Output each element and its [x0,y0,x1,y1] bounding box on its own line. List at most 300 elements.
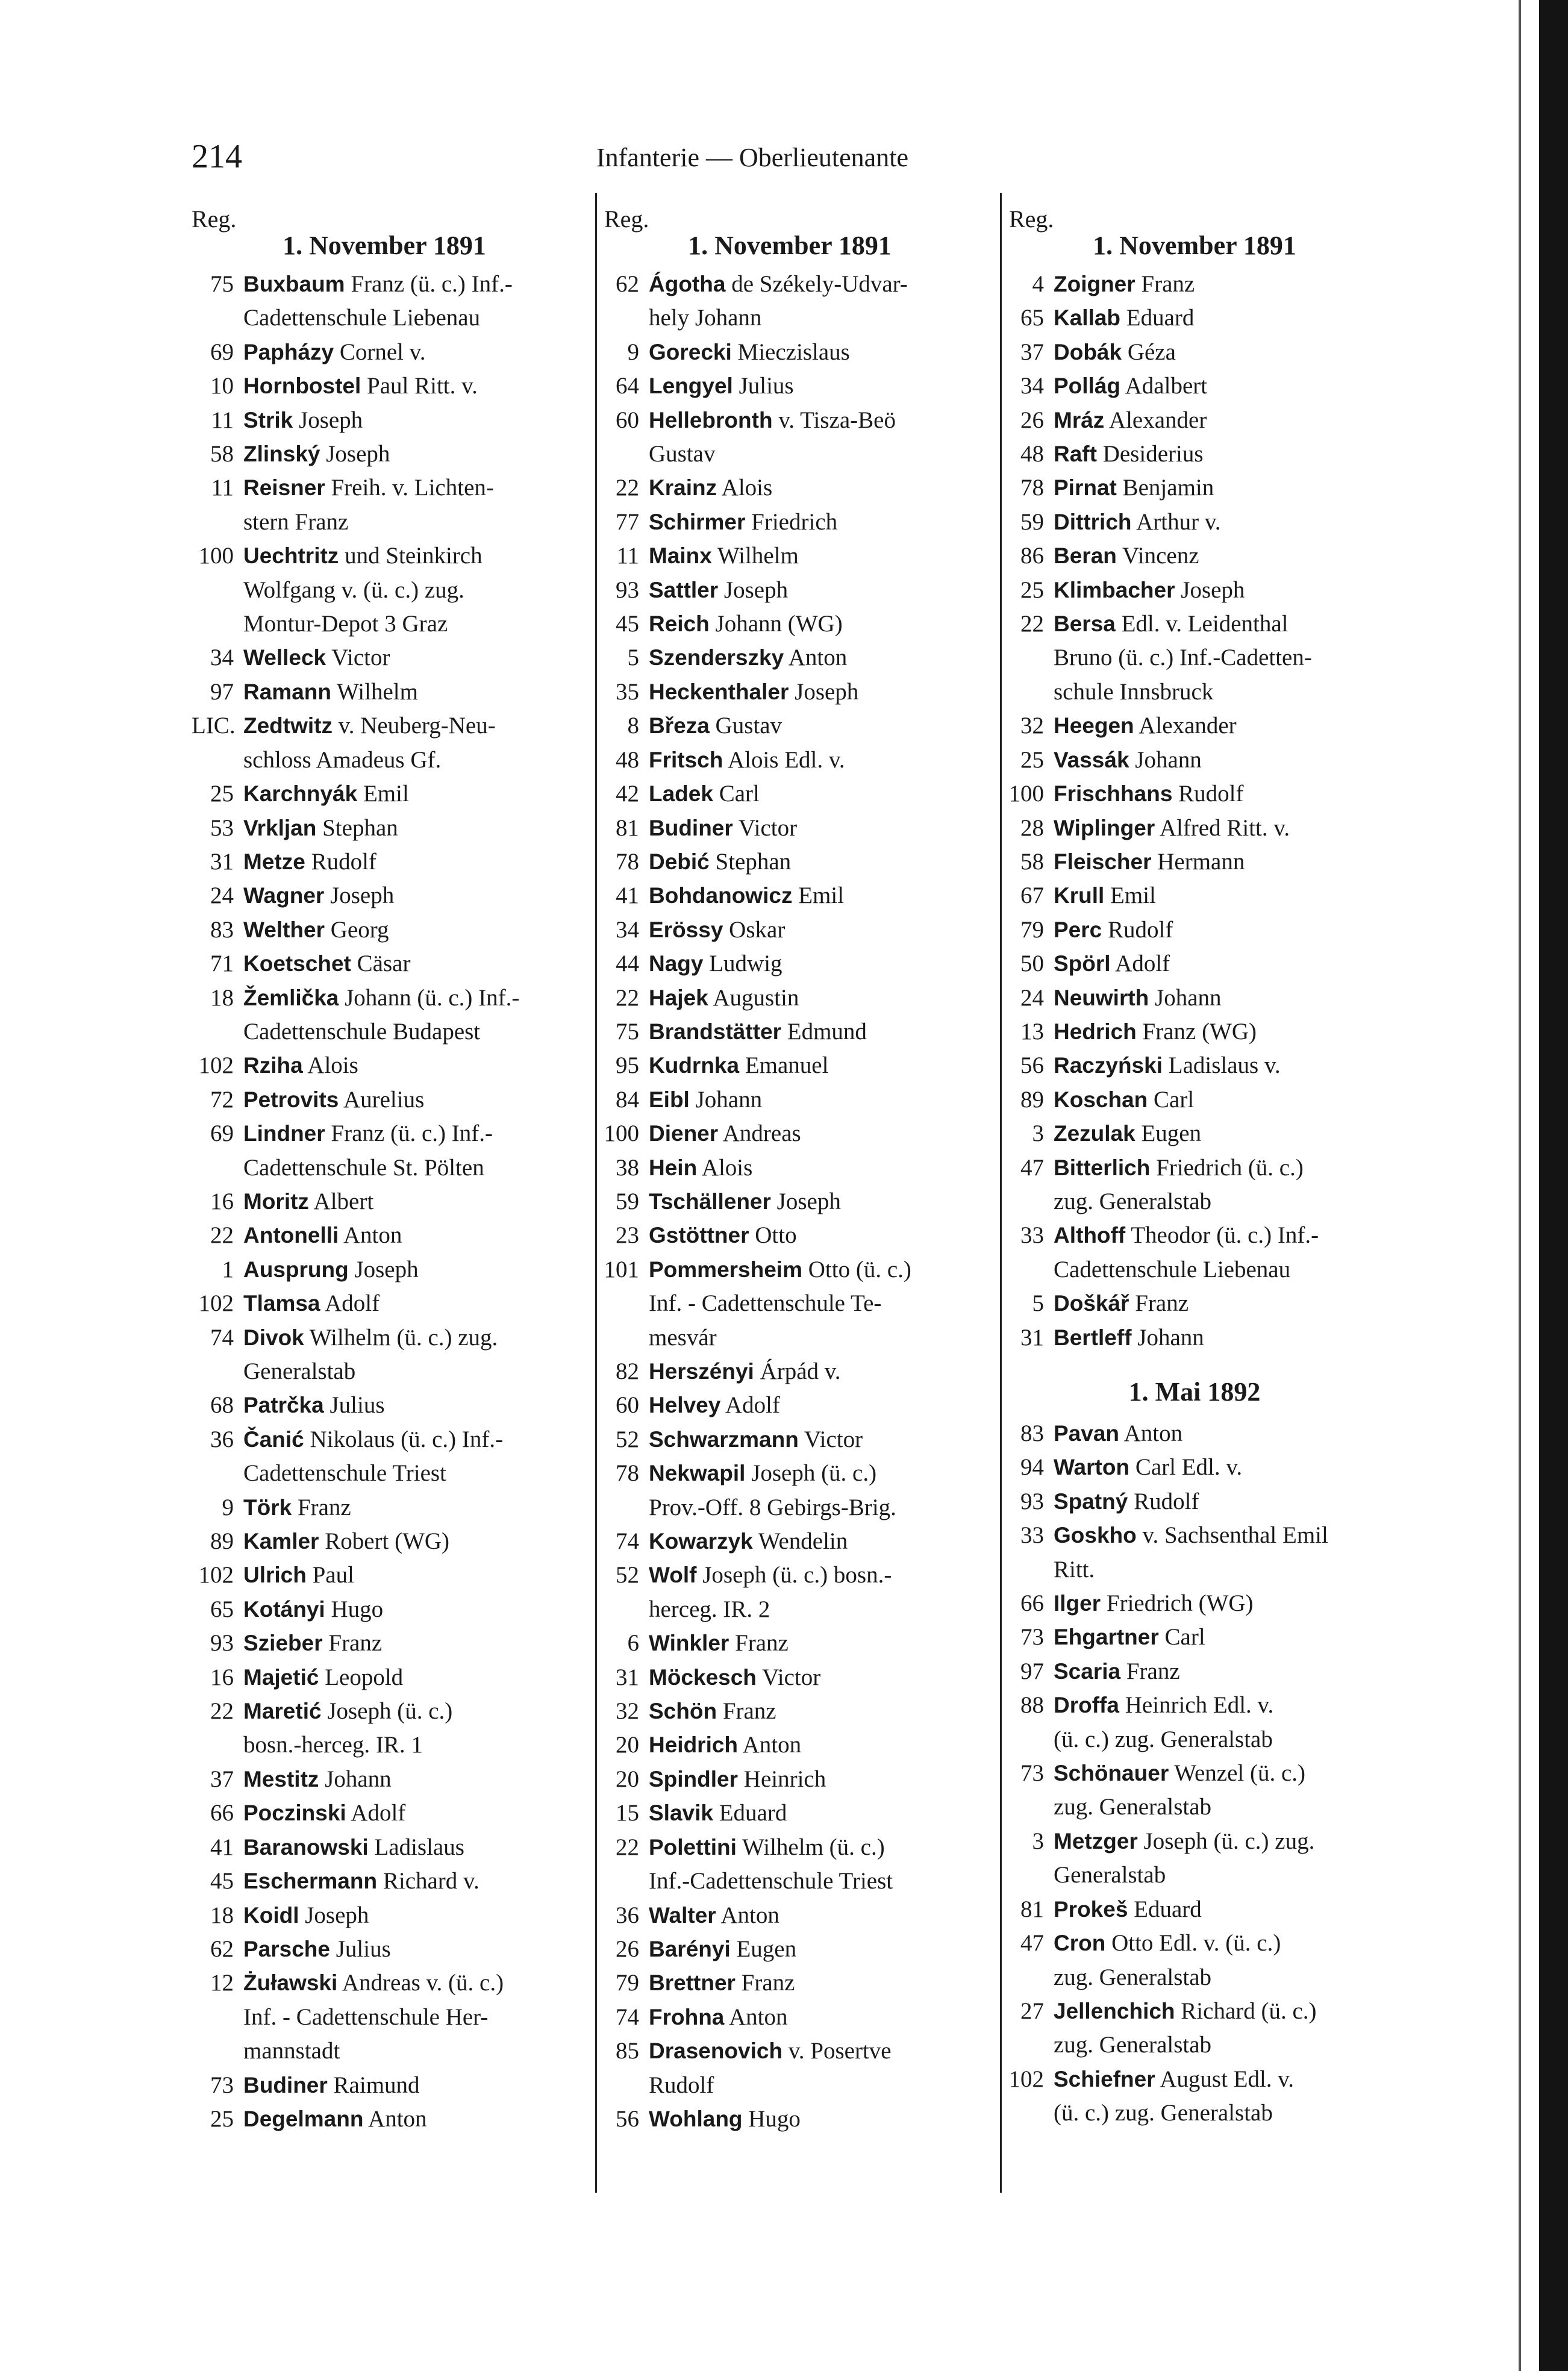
officer-surname: Lengyel [649,373,733,399]
roster-entry [1002,913,1375,947]
regiment-number: 3 [1032,1828,1044,1854]
officer-given-name: Georg [325,916,389,943]
officer-surname: Welleck [243,645,326,670]
regiment-number: 34 [1020,373,1044,399]
officer-given-name: Emil [1104,882,1156,909]
regiment-number: 27 [1020,1998,1044,2024]
regiment-number: 56 [616,2105,639,2132]
entry-text [1054,369,1375,403]
regiment-number: 69 [210,1120,234,1147]
roster-entry [597,505,970,539]
entry-text [1054,505,1375,539]
officer-given-name: Richard v. [377,1868,479,1895]
officer-surname: Uechtritz [243,543,339,569]
regiment-number: 11 [616,543,639,569]
officer-surname: Schönauer [1054,1761,1169,1786]
officer-surname: Koetschet [243,951,351,976]
entry-text [649,1661,970,1695]
officer-surname: Čanić [243,1426,304,1452]
roster-entry [597,336,970,369]
officer-given-name: Emil [792,882,845,909]
roster-entry [597,1831,970,1899]
entry-text [1054,811,1375,845]
officer-surname: Budiner [243,2072,328,2098]
roster-entry [1002,437,1375,471]
officer-given-name: Adolf [320,1290,380,1317]
regiment-number: 102 [198,1052,234,1079]
roster-entry [597,1253,970,1355]
entry-text [243,1423,577,1491]
regiment-number: 38 [616,1154,639,1181]
roster-entry [1002,404,1375,437]
officer-surname: Schiefner [1054,2066,1155,2091]
regiment-number: 28 [1020,814,1044,841]
roster-entry [192,336,577,369]
officer-surname: Brettner [649,1970,736,1996]
entry-text [1054,336,1375,369]
officer-given-name: Stephan [709,848,792,875]
entry-text [1054,1893,1375,1926]
regiment-number: 95 [616,1052,639,1079]
regiment-number: 9 [222,1494,234,1520]
roster-entry [192,1491,577,1525]
entry-text [243,437,577,471]
roster-entry [192,1558,577,1592]
officer-given-name: Franz (ü. c.) Inf.- [345,271,513,297]
regiment-number: 83 [210,916,234,943]
regiment-number: 31 [1020,1324,1044,1351]
section-heading: 1. November 1891 [283,231,486,260]
entry-text [649,1389,970,1422]
officer-surname: Schirmer [649,509,746,534]
officer-surname: Helvey [649,1393,721,1418]
roster-entry [192,1083,577,1117]
roster-entry [1002,947,1375,981]
running-head: Infanterie — Oberlieutenante [596,143,908,172]
officer-surname: Jellenchich [1054,1998,1175,2023]
officer-given-name: Arthur v. [1131,508,1221,535]
officer-given-name: Eugen [730,1935,797,1962]
regiment-number: 22 [616,1834,639,1860]
entry-continuation: bosn.-herceg. IR. 1 [243,1732,423,1758]
officer-surname: Frischhans [1054,781,1173,807]
officer-given-name: Joseph (ü. c.) [321,1698,453,1725]
entry-text [1054,1321,1375,1355]
officer-surname: Antonelli [243,1223,339,1248]
roster-entry [597,1151,970,1185]
entry-text [649,1049,970,1082]
entry-text [1054,1757,1375,1825]
roster-entry [597,404,970,472]
entry-text [243,1491,577,1525]
roster-entry [597,1083,970,1117]
officer-given-name: Cäsar [351,951,411,977]
officer-surname: Herszényi [649,1359,754,1384]
roster-entry [1002,1620,1375,1654]
roster-entry [597,777,970,811]
entry-text [243,845,577,879]
regiment-number: 6 [627,1630,639,1657]
roster-entry [597,1219,970,1252]
entry-text [1054,1287,1375,1320]
regiment-number: 94 [1020,1454,1044,1481]
roster-entry [192,1661,577,1695]
officer-surname: Březa [649,713,710,739]
officer-given-name: Rudolf [1102,916,1173,943]
officer-surname: Kamler [243,1529,319,1554]
officer-given-name: Eduard [1120,305,1195,331]
officer-given-name: Friedrich (ü. c.) [1150,1154,1304,1181]
regiment-number: 66 [1020,1590,1044,1617]
roster-entry [1002,607,1375,709]
regiment-number: 33 [1020,1522,1044,1549]
officer-surname: Kudrnka [649,1053,740,1078]
roster-entry [597,811,970,845]
officer-surname: Eibl [649,1087,690,1112]
regiment-number: 97 [1020,1658,1044,1684]
officer-surname: Heegen [1054,713,1134,739]
roster-entry [597,1966,970,2000]
officer-surname: Karchnyák [243,781,358,807]
roster-entry [1002,1519,1375,1587]
roster-entry [192,1796,577,1830]
entry-text [649,1831,970,1899]
regiment-number: 67 [1020,882,1044,909]
entry-text [1054,1485,1375,1519]
entry-text [649,1796,970,1830]
entry-text [1054,1219,1375,1287]
entry-text [1054,1451,1375,1484]
regiment-number: 73 [210,2072,234,2098]
entry-continuation: Cadettenschule Liebenau [243,305,481,331]
officer-given-name: Ludwig [703,951,782,977]
officer-surname: Walter [649,1902,716,1928]
roster-entry [1002,336,1375,369]
officer-given-name: Freih. v. Lichten- [325,475,494,501]
roster-entry [597,981,970,1015]
officer-given-name: Wilhelm (ü. c.) zug. [304,1324,498,1351]
entry-text [243,1796,577,1830]
regiment-number: 36 [210,1426,234,1452]
officer-given-name: Adalbert [1120,373,1208,399]
officer-surname: Prokeš [1054,1896,1128,1922]
officer-surname: Fritsch [649,747,723,772]
officer-given-name: Augustin [708,984,799,1011]
officer-surname: Krull [1054,883,1105,908]
regiment-number: 101 [604,1256,639,1282]
roster-entry [597,1457,970,1525]
entry-continuation: stern Franz [243,508,349,535]
entry-continuation: Bruno (ü. c.) Inf.-Cadetten- [1054,645,1312,671]
roster-entry [597,743,970,777]
officer-surname: Moritz [243,1189,309,1214]
officer-surname: Törk [243,1495,292,1520]
officer-given-name: Otto [749,1222,797,1249]
entry-text [1054,947,1375,981]
officer-given-name: Adolf [1110,951,1170,977]
entry-text [1054,879,1375,913]
officer-surname: Mainx [649,543,712,569]
roster-entry [192,1321,577,1389]
officer-given-name: Johann [689,1086,763,1113]
regiment-number: 85 [616,2038,639,2064]
officer-given-name: Wilhelm [711,543,799,569]
roster-entry [1002,301,1375,335]
officer-surname: Scaria [1054,1658,1121,1684]
regiment-number: 41 [616,882,639,909]
officer-surname: Mráz [1054,407,1105,433]
roster-entry [192,369,577,403]
regiment-number: 25 [1020,576,1044,603]
regiment-number: 102 [198,1562,234,1588]
roster-entry [597,1932,970,1966]
officer-surname: Barényi [649,1936,731,1961]
officer-given-name: Otto (ü. c.) [802,1256,911,1282]
entry-text [1054,777,1375,811]
entry-text [1054,1995,1375,2063]
officer-given-name: Joseph [320,441,390,467]
officer-given-name: Andreas [718,1120,801,1147]
roster-entry [1002,1995,1375,2063]
regiment-number: 88 [1020,1692,1044,1719]
entry-text [1054,539,1375,573]
officer-given-name: Julius [330,1935,391,1962]
roster-entry [192,267,577,336]
officer-given-name: Emil [357,781,409,807]
entry-text [649,471,970,505]
roster-entry [1002,573,1375,607]
officer-surname: Dobák [1054,339,1122,364]
officer-given-name: Franz [1135,271,1195,297]
officer-given-name: Victor [326,645,390,671]
officer-given-name: Alois [697,1154,753,1181]
officer-surname: Beran [1054,543,1117,569]
entry-text [649,947,970,981]
officer-given-name: Joseph [770,1188,841,1214]
roster-entry [1002,1015,1375,1049]
officer-given-name: Anton [339,1222,402,1249]
roster-entry [597,1423,970,1457]
entry-text [649,913,970,947]
roster-entry [192,1219,577,1252]
entry-text [649,1423,970,1457]
regiment-number: 37 [1020,339,1044,365]
entry-continuation: herceg. IR. 2 [649,1596,770,1622]
entry-text [243,1287,577,1320]
entry-continuation: (ü. c.) zug. Generalstab [1054,2100,1273,2126]
entry-text [243,267,577,336]
officer-given-name: Joseph [293,407,363,433]
regiment-number: 77 [616,508,639,535]
roster-entry [1002,471,1375,505]
officer-surname: Metze [243,849,305,874]
regiment-number: 22 [616,984,639,1011]
entry-text [243,1558,577,1592]
entry-text [243,1864,577,1898]
roster-entry [192,879,577,913]
officer-surname: Ausprung [243,1257,349,1282]
officer-given-name: Rudolf [1172,781,1244,807]
roster-entry [597,1763,970,1796]
regiment-number: 34 [616,916,639,943]
regiment-number: 62 [210,1935,234,1962]
roster-entry [597,539,970,573]
regiment-number: 41 [210,1834,234,1860]
roster-entry [597,471,970,505]
officer-surname: Žemlička [243,985,339,1010]
regiment-number: 84 [616,1086,639,1113]
regiment-number: 3 [1032,1120,1044,1147]
roster-entry [1002,539,1375,573]
officer-surname: Petrovits [243,1087,339,1112]
regiment-number: 22 [616,475,639,501]
page-edge-line [1519,0,1521,2371]
regiment-number: 78 [616,1460,639,1487]
entry-continuation: schloss Amadeus Gf. [243,746,442,773]
roster-entry [192,1287,577,1320]
entry-text [243,1525,577,1558]
officer-given-name: Alfred Ritt. v. [1155,814,1290,841]
regiment-number: 82 [616,1358,639,1384]
column-1 [192,193,577,2193]
officer-given-name: Anton [724,2004,788,2030]
entry-text [649,404,970,472]
entry-text [1054,2063,1375,2131]
regiment-number: 36 [616,1902,639,1928]
column-2 [595,193,982,2193]
roster-entry [597,573,970,607]
officer-surname: Hein [649,1155,698,1180]
officer-given-name: Emanuel [739,1052,829,1079]
officer-surname: Klimbacher [1054,577,1175,602]
roster-entry [1002,1451,1375,1484]
officer-given-name: Edl. v. Leidenthal [1115,611,1288,637]
entry-text [243,1049,577,1082]
officer-given-name: Oskar [723,916,786,943]
roster-entry [597,1015,970,1049]
regiment-number: 22 [210,1222,234,1249]
officer-surname: Fleischer [1054,849,1152,874]
officer-surname: Maretić [243,1699,322,1724]
entry-text [649,336,970,369]
roster-entry [192,777,577,811]
entry-text [1054,1151,1375,1219]
officer-given-name: Anton [738,1732,802,1758]
roster-entry [1002,369,1375,403]
regiment-number: 100 [604,1120,639,1147]
officer-surname: Koidl [243,1902,299,1928]
entry-text [1054,1655,1375,1688]
regiment-number: 64 [616,373,639,399]
entry-text [649,1083,970,1117]
regiment-number: 26 [616,1935,639,1962]
reg-label: Reg. [1009,205,1054,233]
section-heading: 1. November 1891 [688,231,892,260]
entry-text [649,1117,970,1151]
roster-entry [192,947,577,981]
officer-surname: Sattler [649,577,719,602]
officer-surname: Frohna [649,2004,725,2029]
roster-entry [597,1049,970,1082]
entry-text [1054,1825,1375,1893]
regiment-number: 78 [616,848,639,875]
officer-given-name: Wilhelm (ü. c.) [736,1834,885,1860]
officer-surname: Perc [1054,917,1102,942]
entry-continuation: mannstadt [243,2038,340,2064]
regiment-number: 31 [210,848,234,875]
regiment-number: 22 [210,1698,234,1725]
roster-entry [192,539,577,641]
officer-given-name: Johann (ü. c.) Inf.- [339,984,520,1011]
regiment-number: 25 [210,781,234,807]
officer-given-name: August Edl. v. [1155,2066,1295,2092]
entry-text [1054,845,1375,879]
entry-text [649,1966,970,2000]
regiment-number: 65 [210,1596,234,1622]
officer-surname: Warton [1054,1455,1130,1480]
officer-surname: Erössy [649,917,723,942]
officer-given-name: Alexander [1134,713,1237,739]
officer-given-name: Franz [735,1970,795,1996]
roster-entry [1002,1151,1375,1219]
regiment-number: 47 [1020,1154,1044,1181]
regiment-number: 59 [616,1188,639,1214]
roster-entry [597,1558,970,1626]
entry-text [649,1355,970,1389]
entry-text [243,1966,577,2068]
regiment-number: 69 [210,339,234,365]
regiment-number: 16 [210,1664,234,1690]
officer-given-name: v. Posertve [782,2038,892,2064]
roster-entry [1002,1219,1375,1287]
entry-text [243,1083,577,1117]
officer-surname: Vassák [1054,747,1129,772]
regiment-number: 74 [210,1324,234,1351]
officer-surname: Baranowski [243,1834,369,1860]
officer-given-name: Adolf [346,1800,406,1826]
reg-label: Reg. [604,205,649,233]
scan-edge-bar [1539,0,1568,2371]
officer-surname: Raft [1054,442,1097,467]
officer-surname: Zlinský [243,442,320,467]
officer-given-name: Johann (WG) [709,611,843,637]
officer-given-name: v. Neuberg-Neu- [332,713,496,739]
entry-continuation: hely Johann [649,305,762,331]
entry-text [649,607,970,641]
roster-entry [192,709,577,777]
officer-surname: Slavik [649,1801,713,1826]
officer-given-name: Ladislaus v. [1163,1052,1281,1079]
entry-text [1054,573,1375,607]
entry-text [1054,743,1375,777]
regiment-number: 58 [210,441,234,467]
entry-text [649,1151,970,1185]
officer-given-name: Joseph [1175,576,1245,603]
officer-given-name: Desiderius [1096,441,1204,467]
regiment-number: 75 [210,271,234,297]
officer-given-name: Alois Edl. v. [723,746,845,773]
officer-surname: Divok [243,1325,304,1350]
roster-entry [192,437,577,471]
entry-text [649,1457,970,1525]
regiment-number: 18 [210,1902,234,1928]
regiment-number: 79 [616,1970,639,1996]
officer-given-name: Franz [717,1698,776,1725]
roster-entry [192,641,577,675]
officer-given-name: Wenzel (ü. c.) [1169,1760,1306,1787]
entry-continuation: zug. Generalstab [1054,1964,1212,1990]
officer-surname: Wagner [243,883,325,908]
